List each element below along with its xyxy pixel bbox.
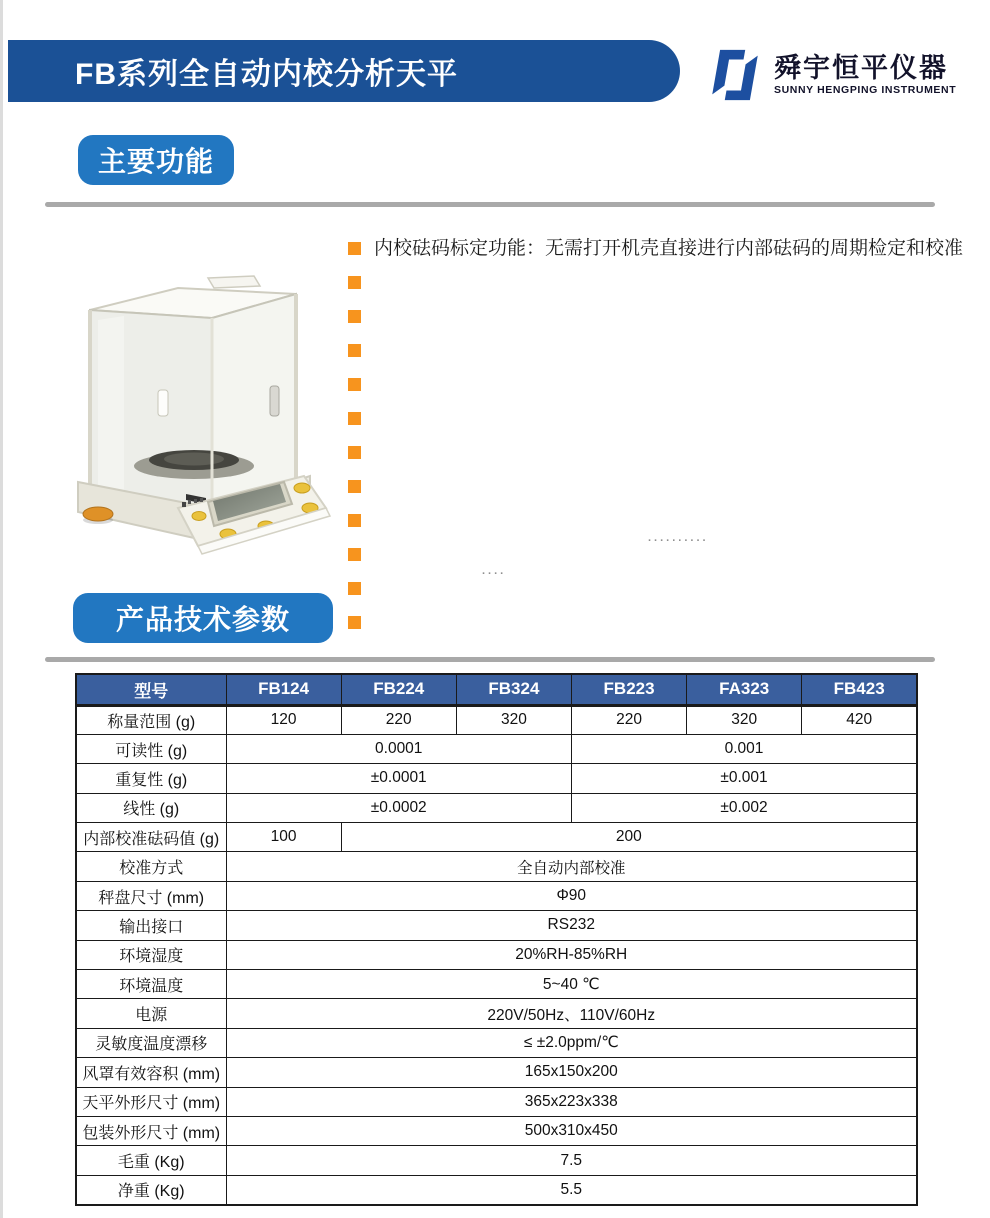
spec-row-readability xyxy=(76,734,917,763)
model-name: FB124 xyxy=(226,674,341,705)
feature-item xyxy=(348,443,968,477)
spec-row-linearity xyxy=(76,793,917,822)
spec-label: 线性 (g) xyxy=(76,793,226,822)
spec-label: 输出接口 xyxy=(76,911,226,940)
feature-item xyxy=(348,341,968,375)
spec-row-balance-dims xyxy=(76,1087,917,1116)
spec-value: 220V/50Hz、110V/60Hz xyxy=(226,999,917,1028)
spec-row-power xyxy=(76,999,917,1028)
bullet-square-icon xyxy=(348,480,361,493)
title-bar xyxy=(8,40,680,102)
bullet-square-icon xyxy=(348,548,361,561)
spec-label: 校准方式 xyxy=(76,852,226,881)
divider-line-bottom xyxy=(45,657,935,662)
spec-value: 420 xyxy=(802,705,917,734)
divider-line-top xyxy=(45,202,935,207)
spec-row-calibration xyxy=(76,852,917,881)
spec-value: 320 xyxy=(687,705,802,734)
spec-value: 全自动内部校准 xyxy=(226,852,917,881)
feature-item xyxy=(348,273,968,307)
feature-item xyxy=(348,477,968,511)
spec-value: 365x223x338 xyxy=(226,1087,917,1116)
spec-value: 0.001 xyxy=(571,734,917,763)
spec-row-gross-weight xyxy=(76,1146,917,1175)
spec-value: 100 xyxy=(226,823,341,852)
spec-row-drift xyxy=(76,1028,917,1057)
bullet-square-icon xyxy=(348,378,361,391)
model-name: FB423 xyxy=(802,674,917,705)
spec-value: 7.5 xyxy=(226,1146,917,1175)
spec-label: 天平外形尺寸 (mm) xyxy=(76,1087,226,1116)
bullet-square-icon xyxy=(348,276,361,289)
spec-header-row xyxy=(76,674,917,705)
spec-row-package-dims xyxy=(76,1116,917,1145)
spec-header-label: 型号 xyxy=(76,674,226,705)
feature-item xyxy=(348,307,968,341)
bullet-square-icon xyxy=(348,310,361,323)
section-tech-params: 产品技术参数 xyxy=(73,593,333,643)
spec-value: 220 xyxy=(341,705,456,734)
spec-row-temperature xyxy=(76,970,917,999)
spec-value: 120 xyxy=(226,705,341,734)
brand-text xyxy=(774,54,956,96)
section-main-functions: 主要功能 xyxy=(78,135,234,185)
spec-value: 165x150x200 xyxy=(226,1058,917,1087)
spec-value: ±0.002 xyxy=(571,793,917,822)
model-name: FB324 xyxy=(456,674,571,705)
spec-value: 5~40 ℃ xyxy=(226,970,917,999)
spec-value: Φ90 xyxy=(226,881,917,910)
brand-logo xyxy=(706,46,956,104)
spec-value: ±0.0001 xyxy=(226,764,571,793)
model-name: FB223 xyxy=(571,674,686,705)
spec-label: 灵敏度温度漂移 xyxy=(76,1028,226,1057)
bullet-square-icon xyxy=(348,616,361,629)
bullet-square-icon xyxy=(348,412,361,425)
faded-text-dots: .... xyxy=(482,565,507,577)
spec-value: 220 xyxy=(571,705,686,734)
bullet-square-icon xyxy=(348,446,361,459)
page-edge-line xyxy=(0,0,3,1218)
spec-label: 内部校准砝码值 (g) xyxy=(76,823,226,852)
spec-value: 500x310x450 xyxy=(226,1116,917,1145)
spec-label: 可读性 (g) xyxy=(76,734,226,763)
spec-row-interface xyxy=(76,911,917,940)
spec-label: 毛重 (Kg) xyxy=(76,1146,226,1175)
spec-row-repeatability xyxy=(76,764,917,793)
spec-row-net-weight xyxy=(76,1175,917,1204)
spec-value: ±0.001 xyxy=(571,764,917,793)
brand-name-cn: 舜宇恒平仪器 xyxy=(774,52,948,83)
bullet-square-icon xyxy=(348,582,361,595)
spec-value: 0.0001 xyxy=(226,734,571,763)
model-name: FA323 xyxy=(687,674,802,705)
feature-item xyxy=(348,613,968,647)
spec-label: 重复性 (g) xyxy=(76,764,226,793)
spec-label: 风罩有效容积 (mm) xyxy=(76,1058,226,1087)
spec-value: 200 xyxy=(341,823,917,852)
balance-product-image xyxy=(58,250,340,558)
spec-label: 秤盘尺寸 (mm) xyxy=(76,881,226,910)
bullet-square-icon xyxy=(348,242,361,255)
spec-row-draft-shield xyxy=(76,1058,917,1087)
spec-value: 20%RH-85%RH xyxy=(226,940,917,969)
feature-item xyxy=(348,579,968,613)
feature-item xyxy=(348,409,968,443)
feature-text: 内校砝码标定功能：无需打开机壳直接进行内部砝码的周期检定和校准 xyxy=(374,238,964,259)
spec-label: 称量范围 (g) xyxy=(76,705,226,734)
spec-value: 320 xyxy=(456,705,571,734)
spec-label: 电源 xyxy=(76,999,226,1028)
spec-label: 环境湿度 xyxy=(76,940,226,969)
spec-row-humidity xyxy=(76,940,917,969)
page-title: FB系列全自动内校分析天平 xyxy=(75,58,458,91)
brand-name-en: SUNNY HENGPING INSTRUMENT xyxy=(774,84,957,97)
spec-row-internal-weight xyxy=(76,823,917,852)
feature-list xyxy=(348,239,968,647)
spec-value: 5.5 xyxy=(226,1175,917,1204)
spec-value: ±0.0002 xyxy=(226,793,571,822)
faded-text-dots: .......... xyxy=(648,532,709,544)
feature-item xyxy=(348,239,968,273)
spec-row-range xyxy=(76,705,917,734)
brand-logo-icon xyxy=(706,46,764,104)
spec-table xyxy=(75,673,918,1206)
feature-item xyxy=(348,545,968,579)
spec-label: 包装外形尺寸 (mm) xyxy=(76,1116,226,1145)
spec-value: ≤ ±2.0ppm/℃ xyxy=(226,1028,917,1057)
model-name: FB224 xyxy=(341,674,456,705)
feature-item xyxy=(348,375,968,409)
spec-value: RS232 xyxy=(226,911,917,940)
bullet-square-icon xyxy=(348,344,361,357)
bullet-square-icon xyxy=(348,514,361,527)
spec-label: 净重 (Kg) xyxy=(76,1175,226,1204)
spec-label: 环境温度 xyxy=(76,970,226,999)
spec-row-pan-size xyxy=(76,881,917,910)
